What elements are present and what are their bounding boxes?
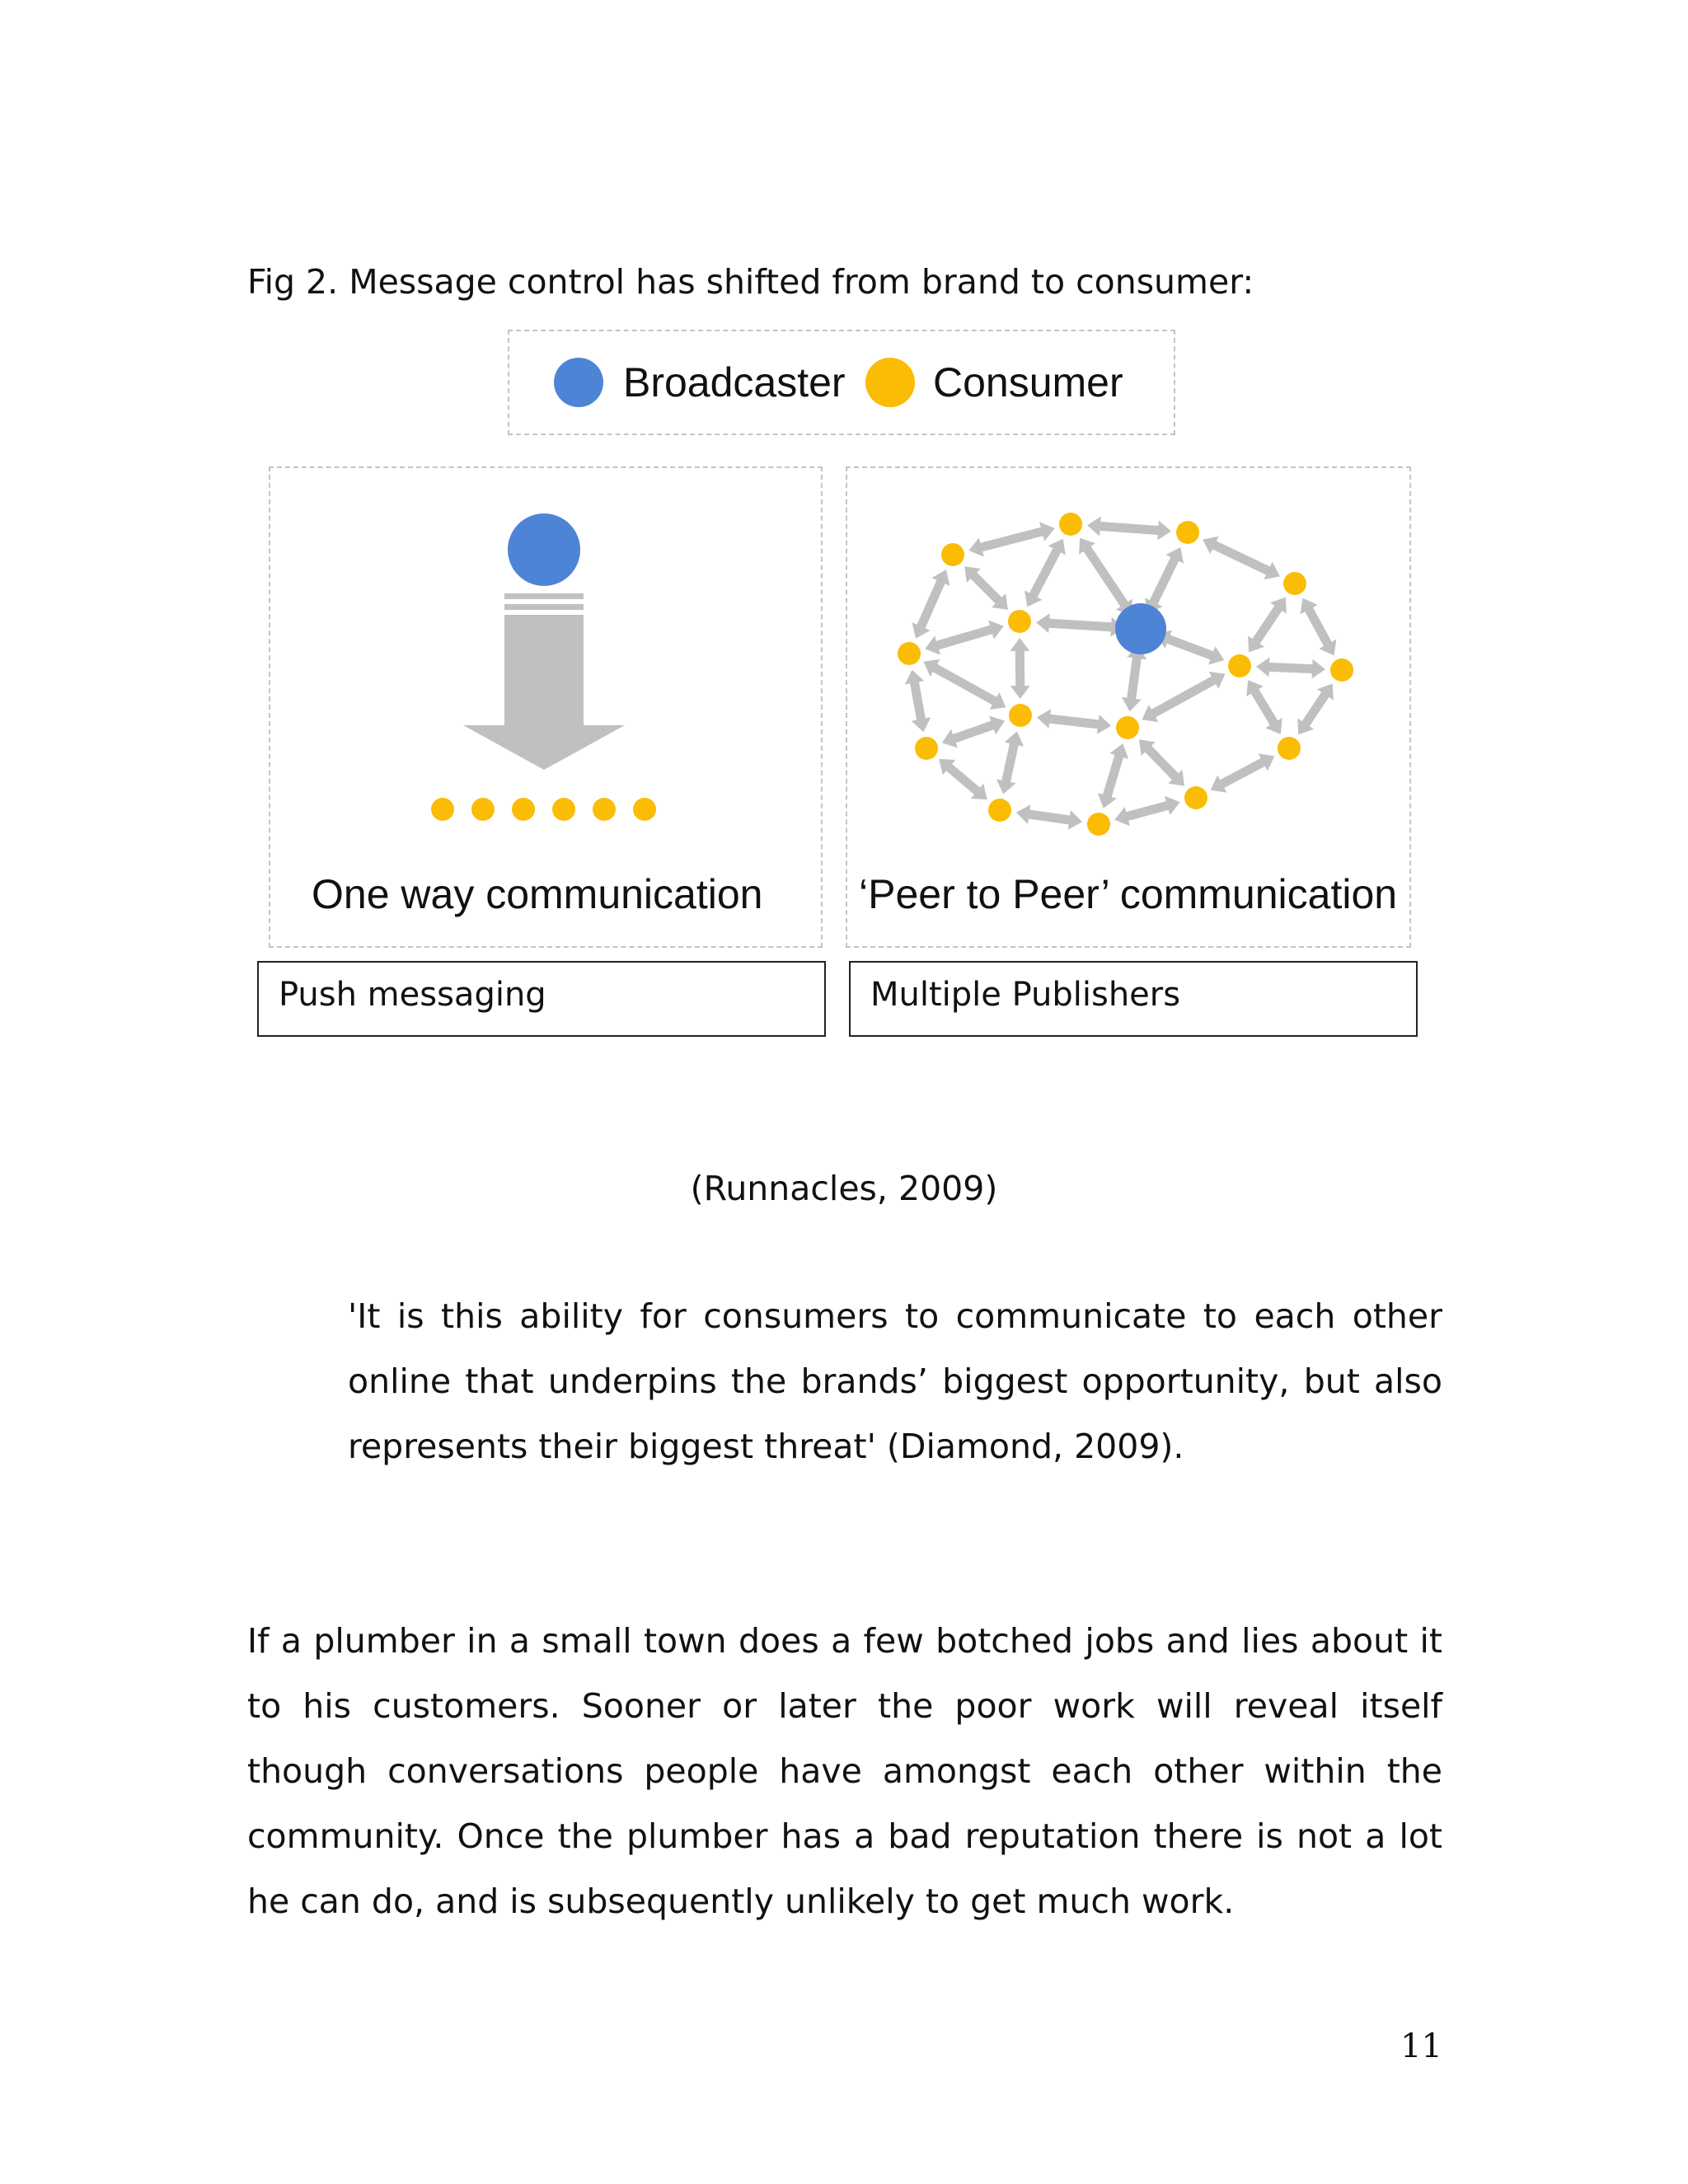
consumer-node bbox=[1278, 737, 1301, 760]
broadcaster-node bbox=[1115, 603, 1166, 654]
consumer-node bbox=[898, 642, 921, 665]
consumer-node bbox=[1008, 610, 1031, 633]
consumer-row bbox=[431, 798, 656, 821]
double-arrow-icon bbox=[1122, 645, 1146, 711]
arrow-stripe bbox=[504, 593, 584, 599]
double-arrow-icon bbox=[925, 621, 1004, 655]
one-way-panel bbox=[269, 466, 823, 948]
double-arrow-icon bbox=[1114, 796, 1179, 826]
legend bbox=[508, 330, 1175, 435]
double-arrow-icon bbox=[964, 566, 1008, 610]
push-messaging-label: Push messaging bbox=[279, 976, 546, 1014]
peer-panel bbox=[846, 466, 1411, 948]
multiple-publishers-box bbox=[849, 961, 1418, 1037]
consumer-node bbox=[1330, 658, 1353, 682]
push-messaging-box bbox=[257, 961, 826, 1037]
double-arrow-icon bbox=[1098, 743, 1128, 808]
double-arrow-icon bbox=[1142, 672, 1226, 722]
consumer-node bbox=[512, 798, 535, 821]
block-quote: 'It is this ability for consumers to communicate to each other online that underpins the brands’ biggest opportunity, but also represents their biggest threat' (Diamond, 2009). bbox=[348, 1296, 1442, 1466]
double-arrow-icon bbox=[1297, 684, 1334, 735]
broadcaster-node bbox=[508, 513, 580, 586]
double-arrow-icon bbox=[1248, 598, 1287, 653]
double-arrow-icon bbox=[1010, 638, 1029, 699]
double-arrow-icon bbox=[1203, 537, 1280, 580]
double-arrow-icon bbox=[939, 759, 987, 799]
double-arrow-icon bbox=[1301, 598, 1337, 656]
figure-citation: (Runnacles, 2009) bbox=[690, 1169, 998, 1208]
consumer-node bbox=[1176, 521, 1199, 544]
double-arrow-icon bbox=[1025, 539, 1066, 607]
consumer-node bbox=[988, 799, 1011, 822]
double-arrow-icon bbox=[912, 569, 950, 638]
double-arrow-icon bbox=[1156, 630, 1225, 664]
double-arrow-icon bbox=[1079, 538, 1132, 616]
figure-caption: Fig 2. Message control has shifted from brand to consumer: bbox=[247, 262, 1254, 302]
peer-title: ‘Peer to Peer’ communication bbox=[859, 871, 1398, 917]
consumer-node bbox=[633, 798, 656, 821]
one-way-title: One way communication bbox=[312, 871, 763, 917]
double-arrow-icon bbox=[1016, 804, 1082, 830]
consumer-node bbox=[1059, 513, 1082, 536]
double-arrow-icon bbox=[1211, 753, 1275, 792]
broadcaster-dot-icon bbox=[554, 358, 603, 407]
consumer-node bbox=[431, 798, 454, 821]
consumer-dot-icon bbox=[865, 358, 915, 407]
legend-broadcaster-label: Broadcaster bbox=[623, 359, 846, 405]
consumer-node bbox=[1283, 572, 1306, 595]
double-arrow-icon bbox=[905, 670, 931, 733]
consumer-node bbox=[1184, 786, 1207, 809]
down-arrow-icon bbox=[463, 615, 625, 770]
double-arrow-icon bbox=[968, 522, 1054, 556]
double-arrow-icon bbox=[1037, 709, 1111, 734]
legend-consumer-label: Consumer bbox=[933, 359, 1123, 405]
consumer-node bbox=[1228, 654, 1251, 677]
peer-network-diagram bbox=[847, 468, 1409, 847]
double-arrow-icon bbox=[1087, 517, 1171, 541]
consumer-node bbox=[1116, 716, 1139, 739]
arrow-stripe bbox=[504, 604, 584, 610]
double-arrow-icon bbox=[1139, 739, 1184, 785]
page-number: 11 bbox=[1400, 2027, 1442, 2065]
multiple-publishers-label: Multiple Publishers bbox=[870, 976, 1181, 1014]
consumer-node bbox=[593, 798, 616, 821]
double-arrow-icon bbox=[1145, 547, 1184, 614]
consumer-node bbox=[941, 543, 964, 566]
body-paragraph: If a plumber in a small town does a few botched jobs and lies about it to his customers. Sooner or later the poor work will reveal itself though conversations people have amongst each other within the community. Once the plumber has a bad reputation there is not a lot he can do, and is subsequently unlikely to get much work. bbox=[247, 1621, 1442, 1921]
double-arrow-icon bbox=[1246, 680, 1282, 734]
consumer-node bbox=[915, 737, 938, 760]
consumer-node bbox=[1009, 704, 1032, 727]
double-arrow-icon bbox=[924, 659, 1006, 710]
double-arrow-icon bbox=[996, 732, 1024, 794]
double-arrow-icon bbox=[1036, 613, 1124, 637]
consumer-node bbox=[552, 798, 575, 821]
double-arrow-icon bbox=[942, 716, 1005, 748]
double-arrow-icon bbox=[1256, 658, 1325, 679]
one-way-diagram bbox=[270, 468, 821, 847]
consumer-node bbox=[471, 798, 495, 821]
consumer-node bbox=[1087, 813, 1110, 836]
